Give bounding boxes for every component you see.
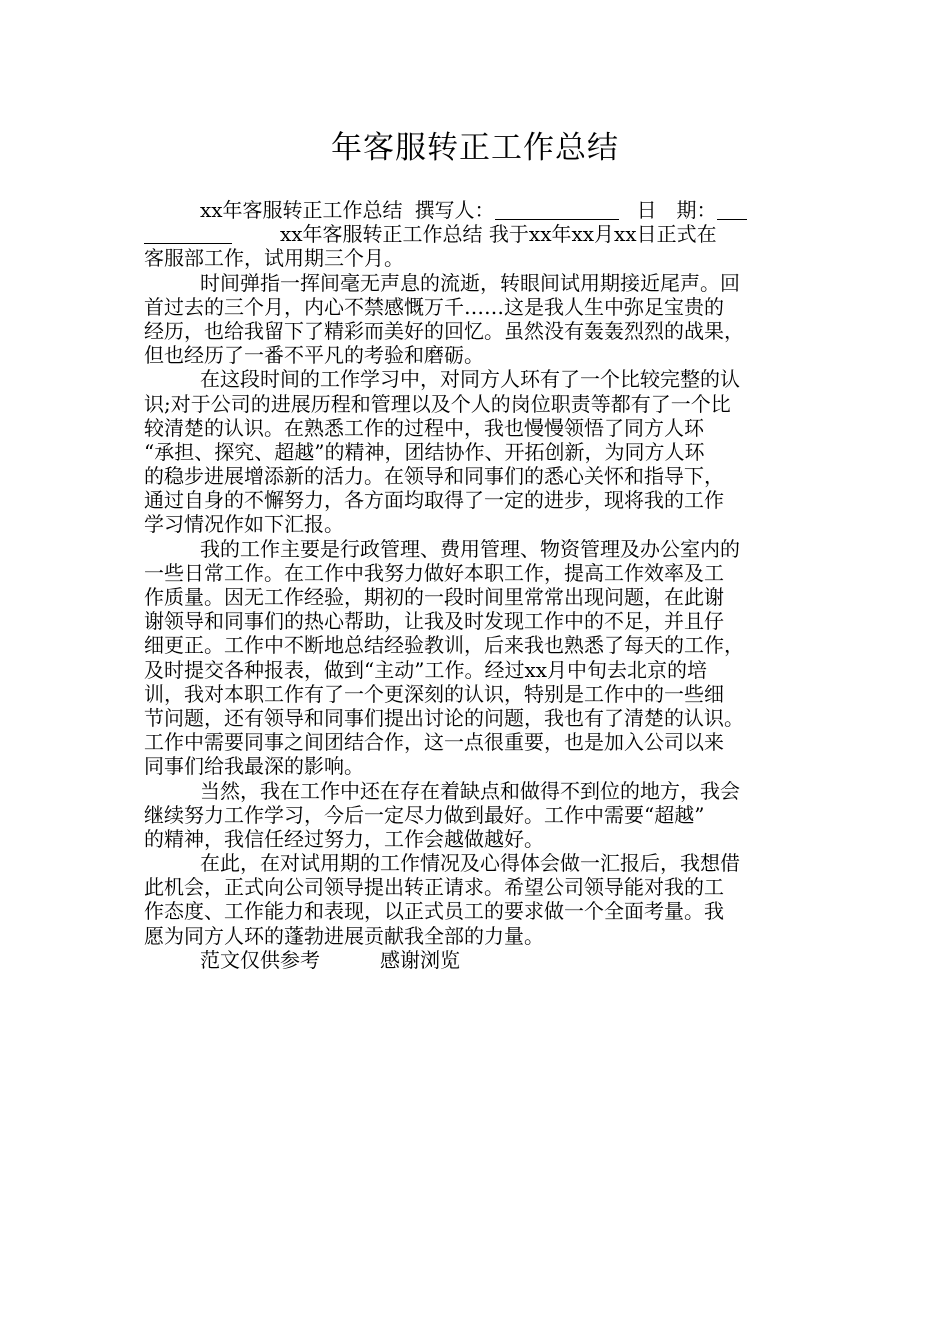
paragraph-line: 训，我对本职工作有了一个更深刻的认识，特别是工作中的一些细 [144,681,724,706]
paragraph-line: 细更正。工作中不断地总结经验教训，后来我也熟悉了每天的工作， [144,633,744,658]
document-body [144,198,806,972]
date-blank-end [144,223,232,244]
intro-line [144,222,806,246]
paragraph-line: 识;对于公司的进展历程和管理以及个人的岗位职责等都有了一个比 [144,391,731,416]
footer-left: 范文仅供参考 [200,947,320,972]
paragraph-line: 的精神，我信任经过努力，工作会越做越好。 [144,826,544,851]
header-line [144,198,806,222]
author-label: 撰写人： [414,198,495,222]
intro-text-cont: 客服部工作，试用期三个月。 [144,246,404,271]
date-label: 日 期： [636,198,717,222]
paragraph-line: 工作中需要同事之间团结合作，这一点很重要，也是加入公司以来 [144,730,724,755]
paragraph-line: 作态度、工作能力和表现，以正式员工的要求做一个全面考量。我 [144,899,724,924]
paragraph-line: 经历，也给我留下了精彩而美好的回忆。虽然没有轰轰烈烈的战果， [144,318,744,343]
paragraph-line: 但也经历了一番不平凡的考验和磨砺。 [144,343,484,368]
paragraph-line: 在此，在对试用期的工作情况及心得体会做一汇报后，我想借 [200,851,740,876]
paragraph-line: 通过自身的不懈努力，各方面均取得了一定的进步，现将我的工作 [144,488,724,513]
paragraph-line: 首过去的三个月，内心不禁感慨万千……这是我人生中弥足宝贵的 [144,294,724,319]
date-blank-start [717,199,747,220]
paragraph-line: 愿为同方人环的蓬勃进展贡献我全部的力量。 [144,923,544,948]
author-blank [495,199,619,220]
paragraph-line: 较清楚的认识。在熟悉工作的过程中，我也慢慢领悟了同方人环 [144,415,704,440]
paragraph-line: 作质量。因无工作经验，期初的一段时间里常常出现问题，在此谢 [144,585,724,609]
footer-right: 感谢浏览 [380,947,460,972]
paragraph-line: 同事们给我最深的影响。 [144,754,364,779]
paragraph-line: “承担、探究、超越”的精神，团结协作、开拓创新，为同方人环 [144,439,705,464]
header-subject: xx年客服转正工作总结 [200,198,403,222]
paragraph-line: 学习情况作如下汇报。 [144,512,344,537]
paragraph-line: 继续努力工作学习，今后一定尽力做到最好。工作中需要“超越” [144,802,705,827]
paragraph-line: 节问题，还有领导和同事们提出讨论的问题，我也有了清楚的认识。 [144,705,744,730]
paragraph-line: 谢领导和同事们的热心帮助，让我及时发现工作中的不足，并且仔 [144,609,724,634]
intro-line-2 [144,246,806,270]
intro-text: xx年客服转正工作总结 我于xx年xx月xx日正式在 [280,222,717,247]
paragraph-line: 的稳步进展增添新的活力。在领导和同事们的悉心关怀和指导下， [144,464,724,489]
paragraphs [144,271,806,948]
paragraph-line: 当然，我在工作中还在存在着缺点和做得不到位的地方，我会 [200,778,740,803]
document-title: 年客服转正工作总结 [331,130,619,166]
footer-line [144,948,806,972]
paragraph-line: 在这段时间的工作学习中，对同方人环有了一个比较完整的认 [200,367,740,392]
paragraph-line: 一些日常工作。在工作中我努力做好本职工作，提高工作效率及工 [144,560,724,585]
paragraph-line: 时间弹指一挥间毫无声息的流逝，转眼间试用期接近尾声。回 [200,270,740,295]
paragraph-line: 及时提交各种报表，做到“主动”工作。经过xx月中旬去北京的培 [144,657,708,682]
paragraph-line: 此机会，正式向公司领导提出转正请求。希望公司领导能对我的工 [144,875,724,900]
paragraph-line: 我的工作主要是行政管理、费用管理、物资管理及办公室内的 [200,536,740,561]
